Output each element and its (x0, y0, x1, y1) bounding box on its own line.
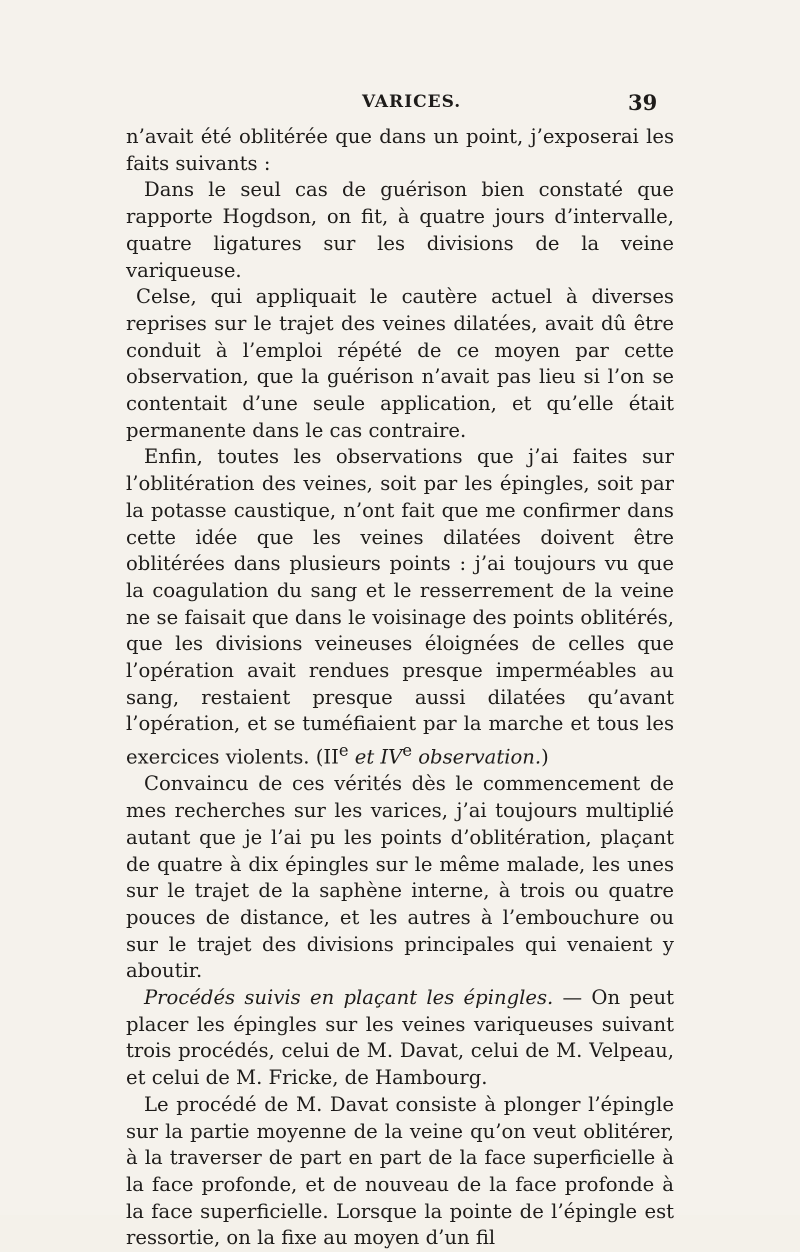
superscript: e (338, 741, 349, 761)
superscript: e (402, 741, 412, 761)
section-heading: Procédés suivis en plaçant les épingles. (144, 986, 554, 1010)
body-text (126, 124, 674, 1250)
page-number: 39 (628, 90, 658, 115)
paragraph-davat: Le procédé de M. Davat consiste à plonger l’épingle sur la partie moyenne de la veine qu’on veut oblitérer, à la traverser de part en part de la face superficielle à la face profonde, et de nouveau de la face profonde à la face superficielle. Lorsque la pointe de l’épingle est ressortie, on la fixe au moyen d’un fil (126, 1092, 674, 1250)
paragraph-enfin-text: Enfin, toutes les observations que j’ai faites sur l’oblitération des veines, soit par les épingles, soit par la potasse caustique, n’ont fait que me confirmer dans cette idée que les veines dilatées doivent être oblitérées dans plusieurs points : j’ai toujours vu que la coagulation du sang et le resserrement de la veine ne se faisait que dans le voisinage des points oblitérés, que les divisions veineuses éloignées de celles que l’opération avait rendues presque imperméables au sang, restaient presque aussi dilatées qu’avant l’opération, et se tuméfiaient par la marche et tous les exercices violents. (II (126, 445, 674, 769)
paragraph-continuation: n’avait été oblitérée que dans un point, j’exposerai les faits suivants : (126, 125, 674, 175)
running-title: VARICES. (362, 92, 462, 112)
observation-reference: observation. (412, 745, 542, 769)
paragraph-convaincu: Convaincu de ces vérités dès le commencement de mes recherches sur les varices, j’ai toujours multiplié autant que je l’ai pu les points d’oblitération, plaçant de quatre à dix épingles sur le même malade, les unes sur le trajet de la saphène interne, à trois ou quatre pouces de distance, et les autres à l’embouchure ou sur le trajet des divisions principales qui venaient y aboutir. (126, 772, 674, 983)
conjunction: et IV (348, 745, 403, 769)
paragraph-procedes (126, 985, 674, 1092)
paragraph-hogdson: Dans le seul cas de guérison bien constaté que rapporte Hogdson, on fit, à quatre jours d’intervalle, quatre ligatures sur les divisions de la veine variqueuse. (126, 178, 674, 282)
paragraph-procedes-text: — On peut placer les épingles sur les veines variqueuses suivant trois procédés, celui de M. Davat, celui de M. Velpeau, et celui de M. Fricke, de Hambourg. (126, 986, 674, 1090)
closing-paren: ) (541, 745, 549, 769)
paragraph-enfin (126, 444, 674, 771)
running-head (0, 92, 800, 122)
paragraph-celse: Celse, qui appliquait le cautère actuel à diverses reprises sur le trajet des veines dilatées, avait dû être conduit à l’emploi répété de ce moyen par cette observation, que la guérison n’avait pas lieu si l’on se contentait d’une seule application, et qu’elle était permanente dans le cas contraire. (126, 285, 674, 442)
